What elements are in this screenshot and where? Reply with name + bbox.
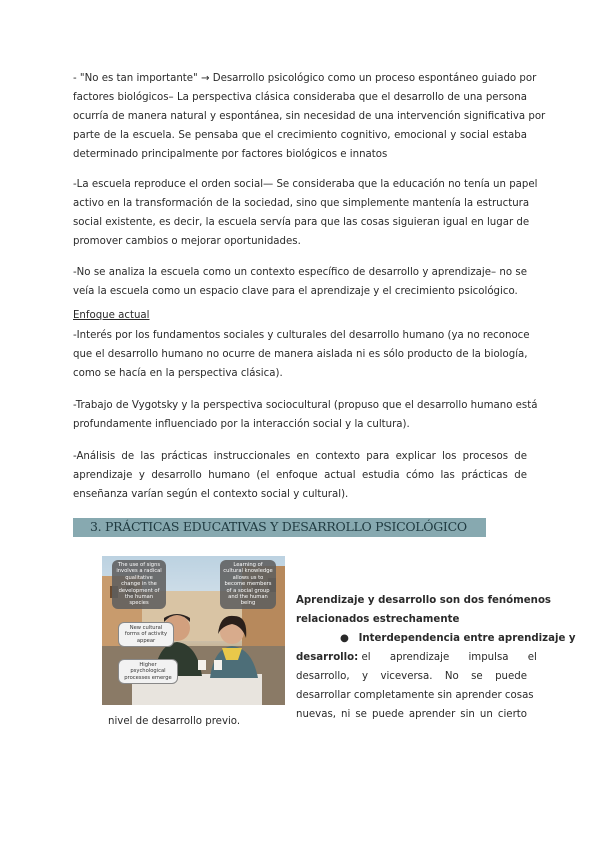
bullet-line (296, 629, 576, 648)
text-line: activo en la transformación de la sociedad, sino que simplemente mantenía la estructura (73, 198, 530, 209)
text-line: nivel de desarrollo previo. (108, 716, 241, 727)
aprendizaje-desarrollo-text (296, 591, 576, 724)
text-line: determinado principalmente por factores biológicos e innatos (73, 149, 388, 160)
speech-bubble-learning: Learning of cultural knowledge allows us to become members of a social group and the human being (220, 560, 276, 609)
paragraph-enfoque-1 (73, 326, 530, 383)
text-line: que el desarrollo humano no ocurre de manera aislada ni es sólo producto de la biología, (73, 349, 528, 360)
paragraph-enfoque-2 (73, 396, 538, 434)
text-line: factores biológicos– La perspectiva clásica consideraba que el desarrollo de una persona (73, 92, 527, 103)
text-line: nuevas, ni se puede aprender sin un cierto (296, 709, 527, 720)
text-line: -Interés por los fundamentos sociales y culturales del desarrollo humano (ya no reconoce (73, 330, 530, 341)
speech-bubble-cultural-forms: New cultural forms of activity appear (118, 622, 174, 647)
text-line: desarrollo, y viceversa. No se puede (296, 671, 527, 682)
speech-bubble-signs: The use of signs involves a radical qualitative change in the development of the human species (112, 560, 166, 609)
text-line: -Trabajo de Vygotsky y la perspectiva sociocultural (propuso que el desarrollo humano está (73, 400, 538, 411)
text-line: veía la escuela como un espacio clave para el aprendizaje y el crecimiento psicológico. (73, 286, 518, 297)
enfoque-actual-heading: Enfoque actual (73, 310, 150, 321)
text-line: desarrollar completamente sin aprender cosas (296, 690, 534, 701)
text-line: profundamente influenciado por la interacción social y la cultura). (73, 419, 410, 430)
text-line: aprendizaje y desarrollo humano (el enfoque actual estudia cómo las prácticas de (73, 470, 527, 481)
bullet-bold-text: desarrollo: (296, 652, 359, 663)
speech-bubble-higher-processes: Higher psychological processes emerge (118, 659, 178, 684)
section-title: 3. PRÁCTICAS EDUCATIVAS Y DESARROLLO PSICOLÓGICO (90, 519, 467, 534)
paragraph-enfoque-3 (73, 447, 527, 504)
text-line: enseñanza varían según el contexto social y cultural). (73, 489, 349, 500)
bullet-icon: ● (340, 633, 349, 644)
paragraph-continuation (108, 712, 408, 731)
paragraph-classic-2 (73, 175, 538, 251)
cafe-photo (102, 556, 285, 705)
text-line: ocurría de manera natural y espontánea, sin necesidad de una intervención significativa por (73, 111, 546, 122)
text-line: como se hacía en la perspectiva clásica). (73, 368, 283, 379)
text-line: -No se analiza la escuela como un contexto específico de desarrollo y aprendizaje– no se (73, 267, 527, 278)
text-line: -La escuela reproduce el orden social— Se consideraba que la educación no tenía un papel (73, 179, 538, 190)
paragraph-classic-3 (73, 263, 527, 301)
text-line: relacionados estrechamente (296, 614, 460, 625)
text-line: - "No es tan importante" → Desarrollo psicológico como un proceso espontáneo guiado por (73, 73, 537, 84)
text-line: social existente, es decir, la escuela servía para que las cosas siguieran igual en lugar de (73, 217, 530, 228)
paragraph-classic-1 (73, 69, 546, 164)
text-line: parte de la escuela. Se pensaba que el crecimiento cognitivo, emocional y social estaba (73, 130, 527, 141)
text-line: promover cambios o mejorar oportunidades. (73, 236, 301, 247)
bullet-bold-text: Interdependencia entre aprendizaje y (358, 633, 576, 644)
section-heading-banner (73, 518, 486, 537)
text-line-rest: el aprendizaje impulsa el (361, 652, 537, 663)
text-line: -Análisis de las prácticas instruccionales en contexto para explicar los procesos de (73, 451, 527, 462)
text-line (296, 648, 537, 667)
text-line: Aprendizaje y desarrollo son dos fenómenos (296, 595, 552, 606)
